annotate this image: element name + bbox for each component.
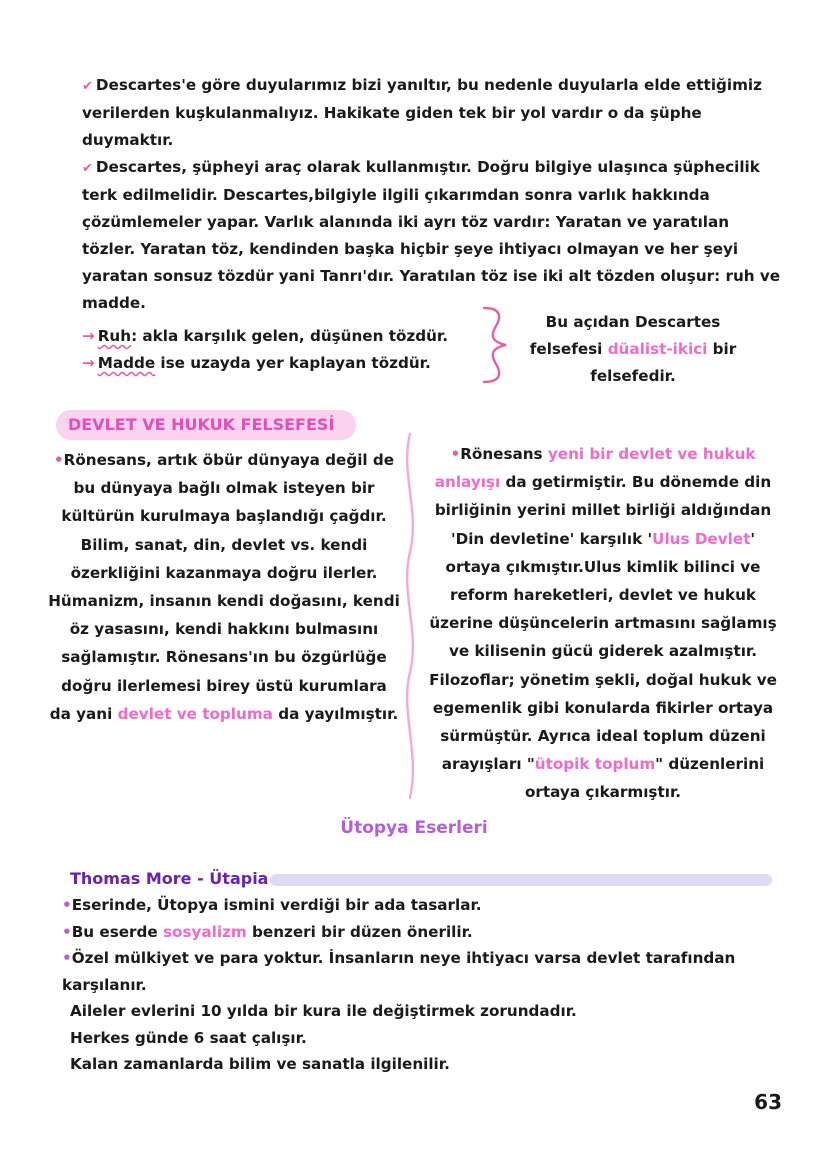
arrow-right-icon: → xyxy=(82,327,95,345)
arrow-right-icon: → xyxy=(82,354,95,372)
dualist-note: Bu açıdan Descartes felsefesi düalist-ikici bir felsefedir. xyxy=(529,313,737,385)
list-item: Herkes günde 6 saat çalışır. xyxy=(70,1028,307,1047)
bullet-icon: • xyxy=(450,445,461,463)
descartes-paragraphs xyxy=(82,72,782,317)
bullet-icon: • xyxy=(53,451,64,469)
list-item: •Bu eserde sosyalizm benzeri bir düzen önerilir. xyxy=(62,922,473,941)
list-item-ruh: → Ruh: akla karşılık gelen, düşünen tözdür. xyxy=(82,327,449,345)
left-column-text: •Rönesans, artık öbür dünyaya değil de bu dünyaya bağlı olmak isteyen bir kültürün kurulmaya başlandığı çağdır. Bilim, sanat, din, devlet vs. kendi özerkliğini kazanmaya doğru ilerler. Hümanizm, insanın kendi doğasını, kendi öz yasasını, kendi hakkını bulmasını sağlamıştır. Rönesans'ın bu özgürlüğe doğru ilerlemesi birey üstü kurumlara da yani devlet ve topluma da yayılmıştır. xyxy=(48,451,400,723)
bullet-icon: • xyxy=(62,949,72,967)
descartes-paragraph-1: ✔ Descartes'e göre duyularımız bizi yanıltır, bu nedenle duyularla elde ettiğimiz verilerden kuşkulanmalıyız. Hakikate giden tek bir yol vardır o da şüphe duymaktır. xyxy=(82,76,762,149)
right-column-text: •Rönesans yeni bir devlet ve hukuk anlayışı da getirmiştir. Bu dönemde din birliğinin yerini millet birliği aldığından 'Din devletine' karşılık 'Ulus Devlet' ortaya çıkmıştır.Ulus kimlik bilinci ve reform hareketleri, devlet ve hukuk üzerine düşüncelerin artmasını sağlamış ve kilisenin gücü giderek azalmıştır. Filozoflar; yönetim şekli, doğal hukuk ve egemenlik gibi konularda fikirler ortaya sürmüştür. Ayrıca ideal toplum düzeni arayışları "ütopik toplum" düzenlerini ortaya çıkarmıştır. xyxy=(429,445,777,802)
list-item: Kalan zamanlarda bilim ve sanatla ilgilenilir. xyxy=(70,1055,450,1073)
bullet-icon: • xyxy=(62,896,72,914)
check-icon: ✔ xyxy=(82,161,93,176)
substance-list xyxy=(82,323,482,377)
list-item: Aileler evlerini 10 yılda bir kura ile değiştirmek zorundadır. xyxy=(70,1002,577,1020)
curly-brace-icon xyxy=(478,304,512,386)
section-heading: DEVLET VE HUKUK FELSEFESİ xyxy=(56,410,356,440)
list-item-madde: → Madde ise uzayda yer kaplayan tözdür. xyxy=(82,354,431,372)
check-icon: ✔ xyxy=(82,79,93,94)
utopia-title: Ütopya Eserleri xyxy=(340,818,488,838)
title-underline-bar xyxy=(270,874,772,886)
page-number: 63 xyxy=(754,1090,782,1114)
utopia-list xyxy=(62,892,782,1078)
descartes-paragraph-2: ✔ Descartes, şüpheyi araç olarak kullanmıştır. Doğru bilgiye ulaşınca şüphecilik terk edilmelidir. Descartes,bilgiyle ilgili çıkarımdan sonra varlık hakkında çözümlemeler yapar. Varlık alanında iki ayrı töz vardır: Yaratan ve yaratılan tözler. Yaratan töz, kendinden başka hiçbir şeye ihtiyacı olmayan ve her şeyi yaratan sonsuz tözdür yani Tanrı'dır. Yaratılan töz ise iki alt tözden oluşur: ruh ve madde. xyxy=(82,158,781,312)
book-title: Thomas More - Ütapia xyxy=(70,869,269,888)
column-divider xyxy=(398,432,422,800)
list-item: •Özel mülkiyet ve para yoktur. İnsanların neye ihtiyacı varsa devlet tarafından karşılanır. xyxy=(62,949,736,994)
list-item: •Eserinde, Ütopya ismini verdiği bir ada tasarlar. xyxy=(62,896,482,914)
bullet-icon: • xyxy=(62,922,72,941)
